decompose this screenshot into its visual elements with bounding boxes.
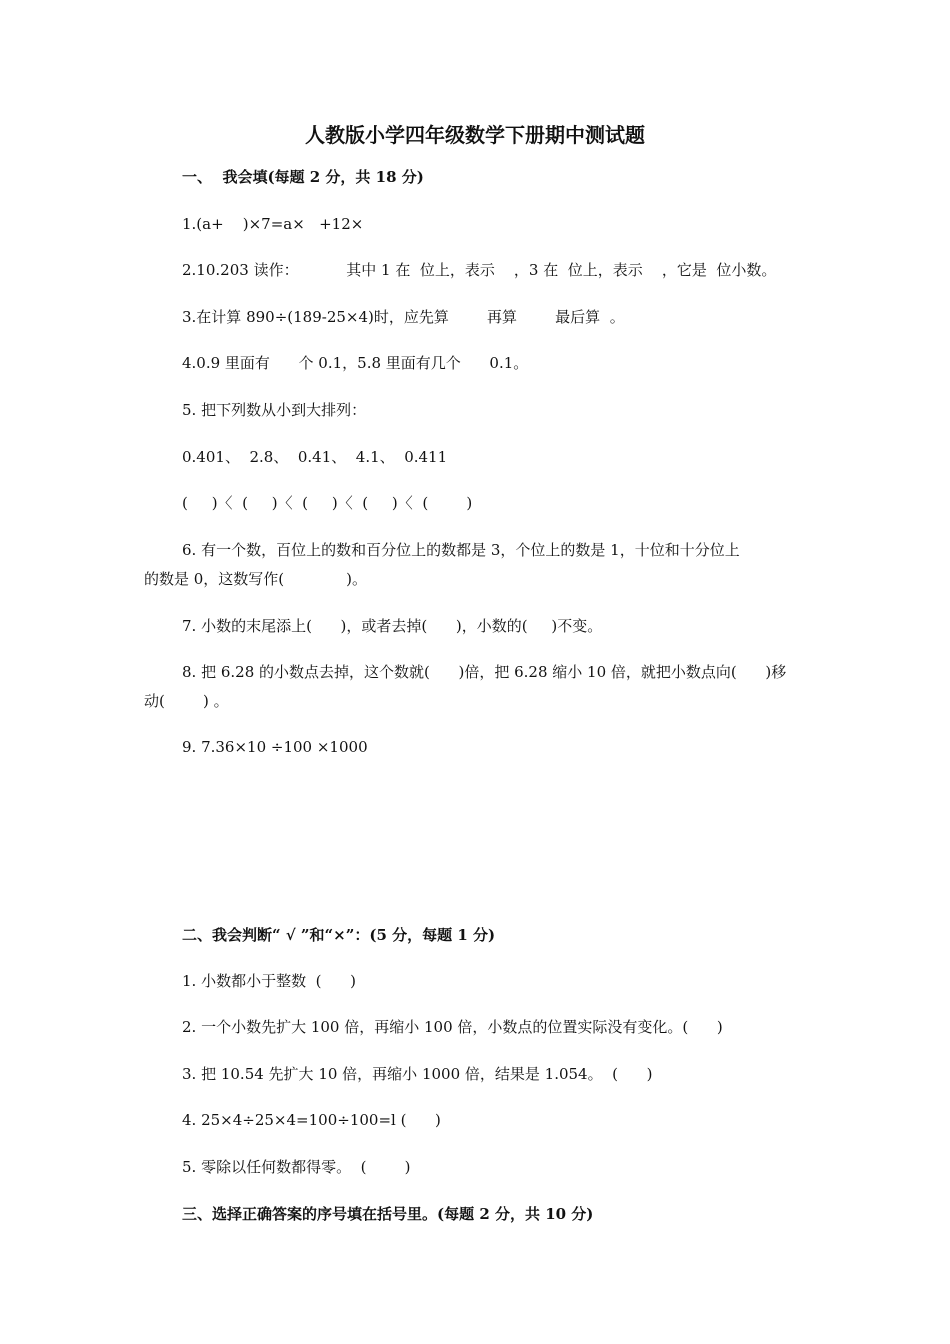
section-2-heading: 二、我会判断“ √ ”和“×”：(5 分，每题 1 分) [182,926,496,944]
question-2-3: 3. 把 10.54 先扩大 10 倍，再缩小 1000 倍，结果是 1.054。 ( ) [182,1065,653,1083]
question-1-6-line1: 6. 有一个数，百位上的数和百分位上的数都是 3，个位上的数是 1，十位和十分位上 [182,541,740,559]
question-1-7: 7. 小数的末尾添上( )，或者去掉( )，小数的( )不变。 [182,617,603,635]
question-2-2: 2. 一个小数先扩大 100 倍，再缩小 100 倍，小数点的位置实际没有变化。( ) [182,1018,723,1036]
question-1-8-line1: 8. 把 6.28 的小数点去掉，这个数就( )倍，把 6.28 缩小 10 倍，就把小数点向( )移 [182,663,787,681]
question-1-2: 2.10.203 读作： 其中 1 在 位上，表示 ，3 在 位上，表示 ，它是 位小数。 [182,261,777,279]
question-1-6-line2: 的数是 0，这数写作( )。 [144,570,368,588]
document-title: 人教版小学四年级数学下册期中测试题 [305,123,645,147]
question-1-5-blanks: ( )〈 ( )〈 ( )〈 ( )〈 ( ) [182,494,473,512]
question-1-8-line2: 动( ) 。 [144,692,229,710]
section-3-heading: 三、选择正确答案的序号填在括号里。(每题 2 分，共 10 分) [182,1205,594,1223]
question-1-1: 1.(a+ )×7=a× +12× [182,215,364,233]
question-1-4: 4.0.9 里面有 个 0.1，5.8 里面有几个 0.1。 [182,354,529,372]
question-1-5: 5. 把下列数从小到大排列： [182,401,367,419]
question-1-3: 3.在计算 890÷(189-25×4)时，应先算 再算 最后算 。 [182,308,625,326]
question-1-9: 9. 7.36×10 ÷100 ×1000 [182,738,368,756]
question-2-1: 1. 小数都小于整数 ( ) [182,972,356,990]
question-2-4: 4. 25×4÷25×4=100÷100=l ( ) [182,1111,441,1129]
section-1-heading: 一、 我会填(每题 2 分，共 18 分) [182,168,424,186]
question-1-5-numbers: 0.401、 2.8、 0.41、 4.1、 0.411 [182,448,448,466]
question-2-5: 5. 零除以任何数都得零。 ( ) [182,1158,411,1176]
